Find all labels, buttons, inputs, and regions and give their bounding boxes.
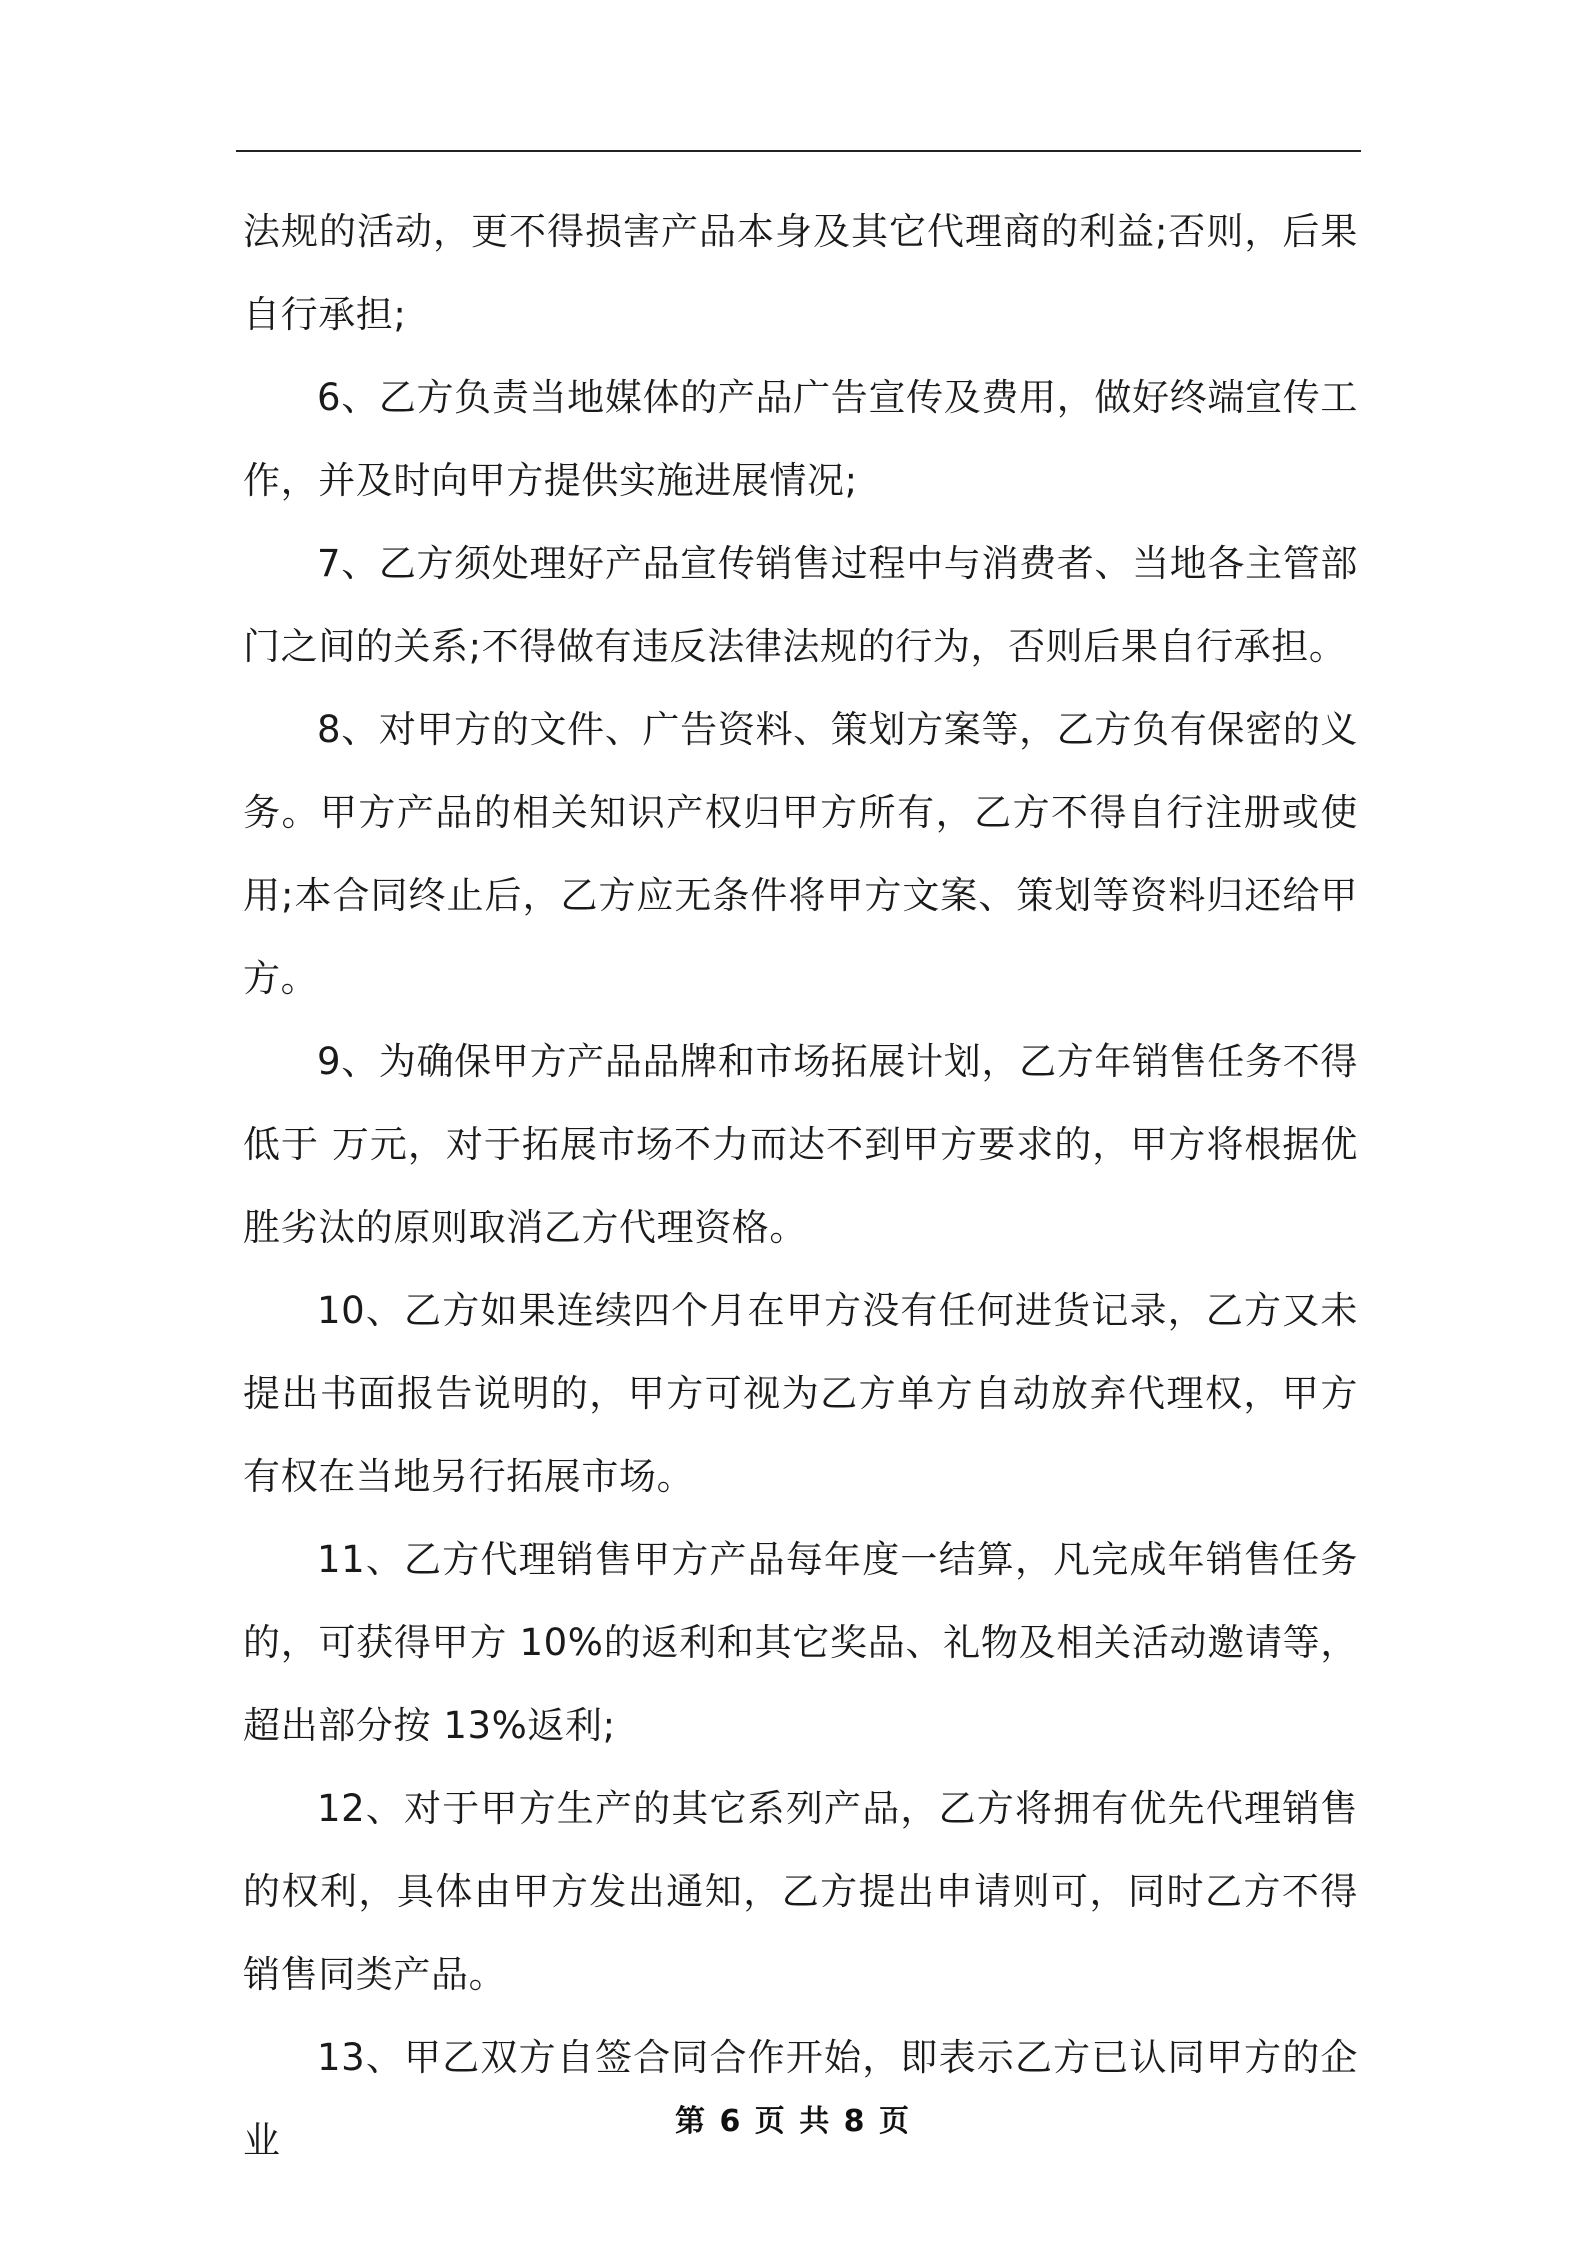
paragraph-clause-10: 10、乙方如果连续四个月在甲方没有任何进货记录，乙方又未提出书面报告说明的，甲方可视为乙方单方自动放弃代理权，甲方有权在当地另行拓展市场。 bbox=[243, 1289, 1358, 1498]
paragraph-clause-11: 11、乙方代理销售甲方产品每年度一结算，凡完成年销售任务的，可获得甲方 10%的返利和其它奖品、礼物及相关活动邀请等，超出部分按 13%返利; bbox=[243, 1538, 1358, 1747]
paragraph-continued-clause: 法规的活动，更不得损害产品本身及其它代理商的利益;否则，后果自行承担; bbox=[243, 210, 1358, 336]
header-divider bbox=[236, 150, 1361, 152]
paragraph-clause-13: 13、甲乙双方自签合同合作开始，即表示乙方已认同甲方的企业 bbox=[243, 2036, 1358, 2162]
paragraph-clause-8: 8、对甲方的文件、广告资料、策划方案等，乙方负有保密的义务。甲方产品的相关知识产权归甲方所有，乙方不得自行注册或使用;本合同终止后，乙方应无条件将甲方文案、策划等资料归还给甲方。 bbox=[243, 708, 1358, 1000]
paragraph-clause-7: 7、乙方须处理好产品宣传销售过程中与消费者、当地各主管部门之间的关系;不得做有违反法律法规的行为，否则后果自行承担。 bbox=[243, 542, 1358, 668]
paragraph-clause-6: 6、乙方负责当地媒体的产品广告宣传及费用，做好终端宣传工作，并及时向甲方提供实施进展情况; bbox=[243, 376, 1358, 502]
page-number: 第 6 页 共 8 页 bbox=[675, 2104, 911, 2139]
paragraph-clause-9: 9、为确保甲方产品品牌和市场拓展计划，乙方年销售任务不得低于 万元，对于拓展市场不力而达不到甲方要求的，甲方将根据优胜劣汰的原则取消乙方代理资格。 bbox=[243, 1040, 1358, 1249]
document-body bbox=[243, 190, 1358, 2182]
paragraph-clause-12: 12、对于甲方生产的其它系列产品，乙方将拥有优先代理销售的权利，具体由甲方发出通知，乙方提出申请则可，同时乙方不得销售同类产品。 bbox=[243, 1787, 1358, 1996]
